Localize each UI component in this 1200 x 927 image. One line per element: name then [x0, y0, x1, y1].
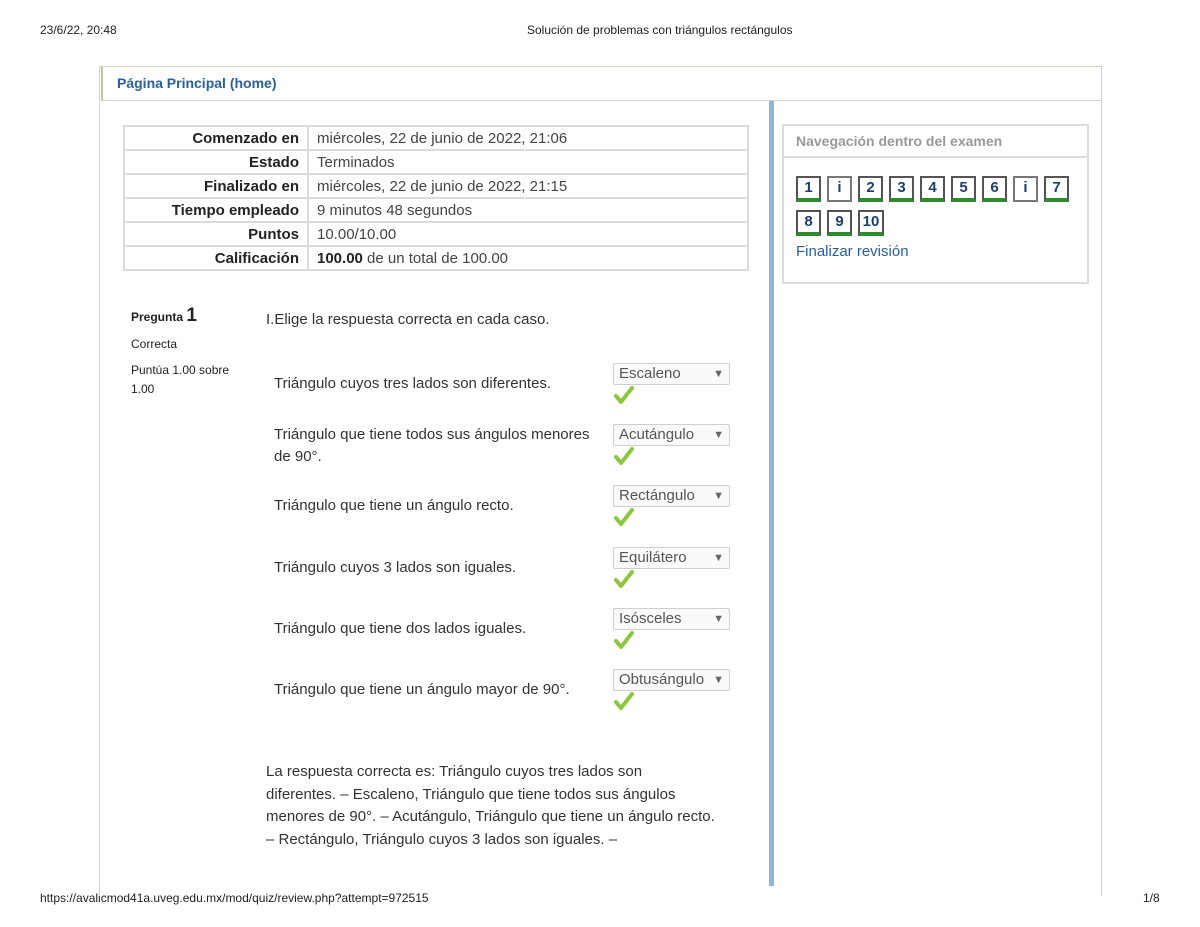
- match-stem: Triángulo que tiene dos lados iguales.: [274, 620, 527, 637]
- summary-value: Terminados: [308, 150, 748, 174]
- summary-value: miércoles, 22 de junio de 2022, 21:15: [308, 174, 748, 198]
- summary-row: [124, 198, 748, 222]
- summary-label: Tiempo empleado: [124, 198, 308, 222]
- check-icon: [614, 630, 634, 650]
- nav-question-button[interactable]: 5: [951, 176, 976, 202]
- chevron-down-icon: ▼: [713, 368, 724, 380]
- summary-row: [124, 222, 748, 246]
- nav-info-button[interactable]: i: [1013, 176, 1038, 202]
- answer-select-value: Obtusángulo: [619, 671, 705, 688]
- nav-question-button[interactable]: 7: [1044, 176, 1069, 202]
- nav-question-button[interactable]: 6: [982, 176, 1007, 202]
- match-stem: Triángulo que tiene todos sus ángulos menores de 90°.: [274, 426, 590, 465]
- answer-select[interactable]: [613, 547, 730, 569]
- question-text: I.Elige la respuesta correcta en cada caso.: [266, 311, 550, 328]
- summary-label: Calificación: [124, 246, 308, 270]
- answer-select-value: Acutángulo: [619, 426, 695, 443]
- home-link[interactable]: Página Principal (home): [117, 75, 277, 91]
- check-icon: [614, 691, 634, 711]
- nav-question-button[interactable]: 4: [920, 176, 945, 202]
- print-page-number: 1/8: [1143, 891, 1160, 905]
- nav-question-button[interactable]: 3: [889, 176, 914, 202]
- print-title: Solución de problemas con triángulos rectángulos: [527, 23, 793, 37]
- answer-select-value: Escaleno: [619, 365, 681, 382]
- answer-select[interactable]: [613, 424, 730, 446]
- summary-label: Comenzado en: [124, 126, 308, 150]
- quiz-navigation-title: Navegación dentro del examen: [784, 126, 1087, 158]
- summary-label: Estado: [124, 150, 308, 174]
- question-number: [131, 305, 246, 327]
- summary-value: miércoles, 22 de junio de 2022, 21:06: [308, 126, 748, 150]
- question-state: Correcta: [131, 337, 178, 351]
- grade-value: 100.00: [317, 249, 363, 267]
- answer-select-value: Isósceles: [619, 610, 682, 627]
- summary-row: [124, 174, 748, 198]
- match-stem: Triángulo cuyos tres lados son diferentes.: [274, 375, 552, 392]
- answer-select-value: Rectángulo: [619, 487, 695, 504]
- chevron-down-icon: ▼: [713, 552, 724, 564]
- nav-question-button[interactable]: 8: [796, 210, 821, 236]
- attempt-summary-table: [123, 125, 749, 271]
- right-answer-feedback: La respuesta correcta es: Triángulo cuyos tres lados son diferentes. – Escaleno, Triángulo que tiene todos sus ángulos menores de 90°. – Acutángulo, Triángulo que tiene un ángulo recto. – Rectángulo, Triángulo cuyos 3 lados son iguales. –: [266, 763, 715, 848]
- summary-row: [124, 126, 748, 150]
- summary-row: [124, 150, 748, 174]
- column-divider: [769, 101, 774, 886]
- answer-select-value: Equilátero: [619, 549, 687, 566]
- answer-select[interactable]: [613, 669, 730, 691]
- summary-value: [308, 246, 748, 270]
- answer-select[interactable]: [613, 485, 730, 507]
- question-number-value: 1: [186, 305, 197, 326]
- match-stem: Triángulo cuyos 3 lados son iguales.: [274, 559, 517, 576]
- nav-question-button[interactable]: 10: [858, 210, 884, 236]
- question-info: [131, 305, 246, 399]
- answer-select[interactable]: [613, 608, 730, 630]
- match-stem: Triángulo que tiene un ángulo recto.: [274, 497, 514, 514]
- quiz-navigation-block: [782, 124, 1089, 284]
- summary-value: 9 minutos 48 segundos: [308, 198, 748, 222]
- nav-info-button[interactable]: i: [827, 176, 852, 202]
- check-icon: [614, 385, 634, 405]
- print-url: https://avalicmod41a.uveg.edu.mx/mod/quiz/review.php?attempt=972515: [40, 891, 429, 905]
- question-grade: Puntúa 1.00 sobre 1.00: [131, 363, 230, 396]
- grade-total: de un total de 100.00: [362, 249, 509, 267]
- summary-value: 10.00/10.00: [308, 222, 748, 246]
- chevron-down-icon: ▼: [713, 674, 724, 686]
- finish-review-link[interactable]: Finalizar revisión: [796, 243, 909, 260]
- summary-label: Puntos: [124, 222, 308, 246]
- breadcrumb: [101, 67, 1101, 101]
- summary-label: Finalizado en: [124, 174, 308, 198]
- question-label: Pregunta: [131, 310, 184, 324]
- chevron-down-icon: ▼: [713, 490, 724, 502]
- nav-question-button[interactable]: 1: [796, 176, 821, 202]
- match-stem: Triángulo que tiene un ángulo mayor de 90°.: [274, 681, 570, 698]
- check-icon: [614, 446, 634, 466]
- summary-row: [124, 246, 748, 270]
- check-icon: [614, 507, 634, 527]
- check-icon: [614, 569, 634, 589]
- nav-question-button[interactable]: 2: [858, 176, 883, 202]
- chevron-down-icon: ▼: [713, 429, 724, 441]
- print-datetime: 23/6/22, 20:48: [40, 23, 117, 37]
- answer-select[interactable]: [613, 363, 730, 385]
- chevron-down-icon: ▼: [713, 613, 724, 625]
- nav-question-button[interactable]: 9: [827, 210, 852, 236]
